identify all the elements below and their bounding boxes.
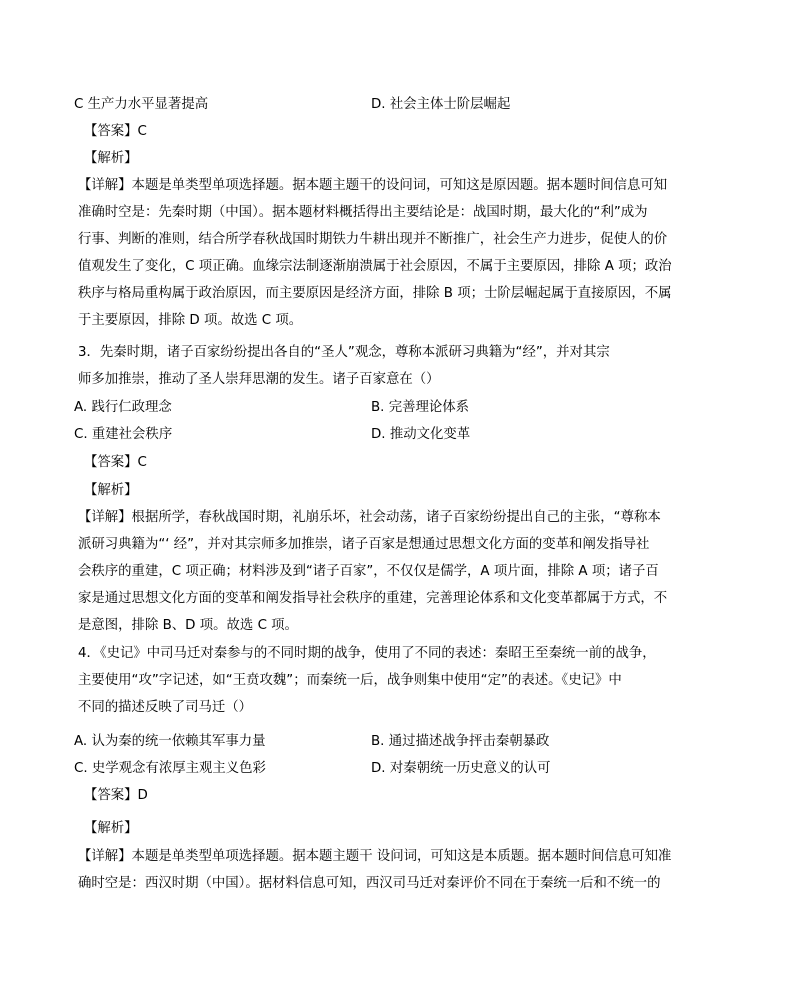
q2-detail-line — [0, 281, 793, 307]
q3-stem-text: 师多加推崇，推动了圣人崇拜思潮的发生。诸子百家意在（） — [78, 372, 440, 387]
q4-stem-text: 4．《史记》中司马迁对秦参与的不同时期的战争，使用了不同的表述：秦昭王至秦统一前的战争， — [78, 646, 656, 661]
q2-option-c: C 生产力水平显著提高 — [74, 97, 209, 112]
q4-detail-text: 确时空是：西汉时期（中国）。据材料信息可知，西汉司马迁对秦评价不同在于秦统一后和不统一的 — [78, 876, 661, 891]
q3-option-d: D. 推动文化变革 — [371, 427, 471, 442]
q3-analysis-row — [0, 478, 793, 504]
q4-answer-row — [0, 783, 793, 809]
q4-analysis-row — [0, 816, 793, 842]
q2-answer: 【答案】C — [84, 124, 147, 139]
q4-option-d: D. 对秦朝统一历史意义的认可 — [371, 761, 551, 776]
q4-options-cd-row — [0, 756, 793, 782]
q3-option-c: C. 重建社会秩序 — [74, 427, 173, 442]
q3-option-a: A. 践行仁政理念 — [74, 400, 172, 415]
q2-detail-line — [0, 254, 793, 280]
q3-options-cd-row — [0, 422, 793, 448]
q3-answer: 【答案】C — [84, 455, 147, 470]
q2-detail-text: 准确时空是：先秦时期（中国）。据本题材料概括得出主要结论是：战国时期，最大化的“利”成为 — [78, 205, 648, 220]
q3-detail-line — [0, 532, 793, 558]
q3-answer-row — [0, 450, 793, 476]
q3-detail-text: 派研习典籍为“‘ 经”，并对其宗师多加推崇，诸子百家是想通过思想文化方面的变革和阐发指导社 — [78, 537, 650, 552]
q2-detail-text: 秩序与格局重构属于政治原因，而主要原因是经济方面，排除 B 项；士阶层崛起属于直接原因，不属 — [78, 286, 672, 301]
q2-detail-text: 于主要原因，排除 D 项。故选 C 项。 — [78, 313, 303, 328]
q2-detail-text: 行事、判断的准则，结合所学春秋战国时期铁力牛耕出现并不断推广，社会生产力进步，促使人的价 — [78, 232, 668, 247]
q4-option-b: B. 通过描述战争抨击秦朝暴政 — [371, 734, 550, 749]
q3-detail-text: 是意图，排除 B、D 项。故选 C 项。 — [78, 618, 298, 633]
q4-answer: 【答案】D — [84, 788, 148, 803]
q3-detail-line — [0, 505, 793, 531]
q4-detail-text: 【详解】本题是单类型单项选择题。据本题主题干 设问词，可知这是本质题。据本题时间信息可知准 — [78, 849, 672, 864]
q2-detail-line — [0, 173, 793, 199]
q3-option-b: B. 完善理论体系 — [371, 400, 470, 415]
q4-detail-line — [0, 844, 793, 870]
q2-detail-text: 值观发生了变化，C 项正确。血缘宗法制逐渐崩溃属于社会原因，不属于主要原因，排除 A 项；政治 — [78, 259, 672, 274]
q3-stem-line — [0, 367, 793, 393]
q4-stem-text: 不同的描述反映了司马迁（） — [78, 700, 253, 715]
q3-detail-text: 家是通过思想文化方面的变革和阐发指导社会秩序的重建，完善理论体系和文化变革都属于方式，不 — [78, 591, 668, 606]
q4-analysis-label: 【解析】 — [84, 821, 138, 836]
q2-option-d: D. 社会主体士阶层崛起 — [371, 97, 511, 112]
q4-stem-text: 主要使用“攻”字记述，如“王贲攻魏”；而秦统一后，战争则集中使用“定”的表述。《史记》中 — [78, 673, 622, 688]
q2-detail-line — [0, 308, 793, 334]
q4-option-c: C. 史学观念有浓厚主观主义色彩 — [74, 761, 266, 776]
q4-stem-line — [0, 668, 793, 694]
q2-detail-line — [0, 227, 793, 253]
q3-detail-text: 【详解】根据所学，春秋战国时期，礼崩乐坏，社会动荡，诸子百家纷纷提出自己的主张，“尊称本 — [78, 510, 661, 525]
q4-option-a: A. 认为秦的统一依赖其军事力量 — [74, 734, 266, 749]
q4-options-ab-row — [0, 729, 793, 755]
q2-detail-line — [0, 200, 793, 226]
q3-stem-text: 3．先秦时期，诸子百家纷纷提出各自的“圣人”观念，尊称本派研习典籍为“经”，并对其宗 — [78, 345, 610, 360]
q4-stem-line — [0, 695, 793, 721]
q2-detail-text: 【详解】本题是单类型单项选择题。据本题主题干的设问词，可知这是原因题。据本题时间信息可知 — [78, 178, 668, 193]
q3-detail-text: 会秩序的重建，C 项正确；材料涉及到“诸子百家”，不仅仅是儒学，A 项片面，排除 A 项；诸子百 — [78, 564, 659, 579]
q3-detail-line — [0, 613, 793, 639]
q3-detail-line — [0, 559, 793, 585]
q2-analysis-row — [0, 146, 793, 172]
q2-answer-row — [0, 119, 793, 145]
q3-detail-line — [0, 586, 793, 612]
q2-options-cd-row — [0, 92, 793, 118]
q3-options-ab-row — [0, 395, 793, 421]
q4-stem-line — [0, 641, 793, 667]
q2-analysis-label: 【解析】 — [84, 151, 138, 166]
q3-stem-line — [0, 340, 793, 366]
q3-analysis-label: 【解析】 — [84, 483, 138, 498]
q4-detail-line — [0, 871, 793, 897]
